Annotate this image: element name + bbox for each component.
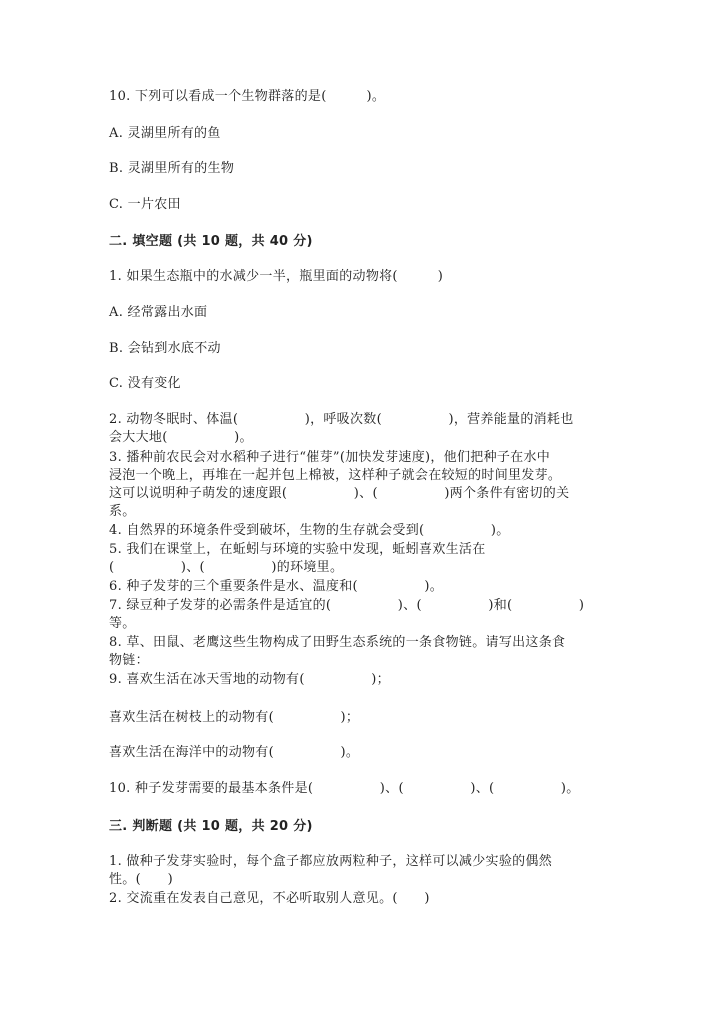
fill-q3-line2: 浸泡一个晚上，再堆在一起并包上棉被，这样种子就会在较短的时间里发芽。: [109, 468, 562, 483]
question-10-stem: 10. 下列可以看成一个生物群落的是( )。: [109, 89, 386, 104]
fill-q7-line2: 等。: [109, 616, 136, 631]
option-c: C. 没有变化: [109, 376, 181, 391]
option-c: C. 一片农田: [109, 197, 181, 212]
fill-q3-line4: 系。: [109, 504, 136, 519]
fill-q2-line1: 2. 动物冬眠时、体温( )，呼吸次数( )，营养能量的消耗也: [109, 412, 574, 427]
fill-q3-line3: 这可以说明种子萌发的速度跟( )、( )两个条件有密切的关: [109, 486, 570, 501]
tf-q1-line1: 1. 做种子发芽实验时，每个盒子都应放两粒种子，这样可以减少实验的偶然: [109, 854, 553, 869]
fill-q9-line1: 9. 喜欢生活在冰天雪地的动物有( )；: [109, 672, 390, 687]
fill-q6: 6. 种子发芽的三个重要条件是水、温度和( )。: [109, 579, 444, 594]
section-heading-true-false: 三. 判断题 (共 10 题，共 20 分): [109, 819, 313, 834]
fill-q5-line1: 5. 我们在课堂上，在蚯蚓与环境的实验中发现，蚯蚓喜欢生活在: [109, 542, 486, 557]
option-b: B. 灵湖里所有的生物: [109, 161, 235, 176]
fill-q8-line1: 8. 草、田鼠、老鹰这些生物构成了田野生态系统的一条食物链。请写出这条食: [109, 635, 566, 650]
fill-q2-line2: 会大大地( )。: [109, 430, 253, 445]
fill-q9-line3: 喜欢生活在海洋中的动物有( )。: [109, 745, 360, 760]
option-b: B. 会钻到水底不动: [109, 341, 221, 356]
section-heading-fill-blank: 二. 填空题 (共 10 题，共 40 分): [109, 234, 313, 249]
tf-q1-line2: 性。( ): [109, 872, 173, 887]
option-a: A. 经常露出水面: [109, 305, 208, 320]
fill-q4: 4. 自然界的环境条件受到破坏，生物的生存就会受到( )。: [109, 523, 510, 538]
fill-q7-line1: 7. 绿豆种子发芽的必需条件是适宜的( )、( )和( ): [109, 598, 585, 613]
fill-q5-line2: ( )、( )的环境里。: [109, 560, 344, 575]
fill-q3-line1: 3. 播种前农民会对水稻种子进行“催芽”(加快发芽速度)，他们把种子在水中: [109, 450, 551, 465]
fill-q1-stem: 1. 如果生态瓶中的水减少一半，瓶里面的动物将( ): [109, 269, 444, 284]
option-a: A. 灵湖里所有的鱼: [109, 126, 221, 141]
tf-q2: 2. 交流重在发表自己意见，不必听取别人意见。( ): [109, 891, 430, 906]
fill-q9-line2: 喜欢生活在树枝上的动物有( )；: [109, 710, 360, 725]
fill-q10: 10. 种子发芽需要的最基本条件是( )、( )、( )。: [109, 781, 580, 796]
fill-q8-line2: 物链：: [109, 653, 149, 668]
